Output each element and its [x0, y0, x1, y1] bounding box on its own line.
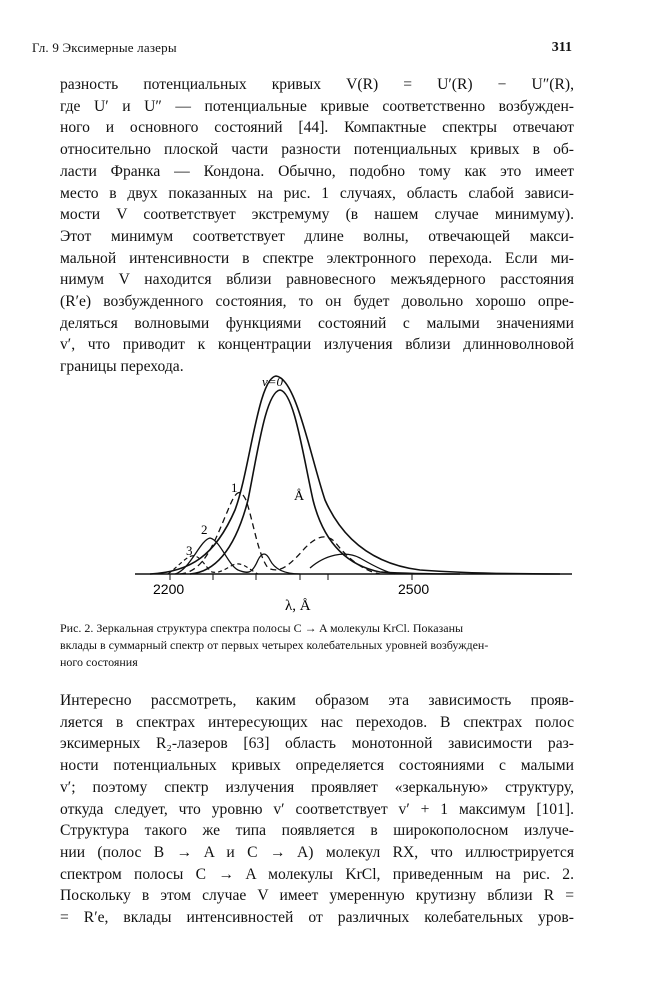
text-line: v′; поэтому спектр излучения проявляет «зеркальную» структуру, — [60, 778, 574, 796]
chapter-title: Гл. 9 Эксимерные лазеры — [32, 40, 177, 55]
tick-label-2500: 2500 — [398, 581, 430, 597]
paragraph-2 — [60, 690, 574, 929]
page-number: 311 — [551, 40, 572, 55]
caption-line: вклады в суммарный спектр от первых четырех колебательных уровней возбужден- — [60, 638, 489, 652]
outer-envelope-curve — [150, 376, 560, 574]
text-line: место в двух показанных на рис. 1 случаях, область слабой зависи- — [60, 184, 574, 202]
text-line: относительно плоской части разности потенциальных кривых в об- — [60, 141, 574, 159]
text-line: где U′ и U″ — потенциальные кривые соответственно возбужден- — [60, 97, 574, 115]
running-header — [32, 40, 572, 60]
text-line: спектром полосы C → A молекулы KrCl, приведенным на рис. 2. — [60, 865, 574, 883]
label-v0: v=0 — [262, 374, 284, 389]
x-axis-ticks — [170, 574, 412, 580]
x-axis-label: λ, Å — [285, 598, 311, 614]
figure-caption — [60, 620, 574, 671]
paragraph-1 — [60, 74, 574, 378]
text-line: нии (полос B → A и C → A) молекул RX, что иллюстрируется — [60, 843, 574, 861]
label-level-1: 1 — [231, 480, 238, 495]
text-line: Этот минимум соответствует длине волны, отвечающей макси- — [60, 227, 574, 245]
text-line: Структура такого же типа появляется в широкополосном излуче- — [60, 822, 574, 840]
text-line: v′, что приводит к концентрации излучения вблизи длинноволновой — [60, 336, 574, 354]
label-level-3: 3 — [186, 543, 193, 558]
text-line: Поскольку в этом случае V имеет умеренную крутизну вблизи R = — [60, 887, 574, 905]
center-label: Å — [294, 489, 305, 504]
text-line: Интересно рассмотреть, каким образом эта зависимость прояв- — [60, 692, 574, 709]
text-line: нимум V находится вблизи равновесного межъядерного расстояния — [60, 271, 574, 289]
text-line: = R′e, вклады интенсивностей от различных колебательных уров- — [60, 909, 574, 927]
caption-line: ного состояния — [60, 655, 138, 669]
text-line: ляется в спектрах интересующих нас переходов. В спектрах полос — [60, 713, 574, 731]
label-level-2: 2 — [201, 522, 208, 537]
caption-line: Рис. 2. Зеркальная структура спектра полосы C → A молекулы KrCl. Показаны — [60, 621, 464, 635]
text-line: границы перехода. — [60, 358, 184, 376]
level-1-curve — [180, 493, 380, 574]
text-line: деляться волновыми функциями состояний с малыми значениями — [60, 314, 574, 332]
text-line: откуда следует, что уровню v′ соответствует v′ + 1 максимум [101]. — [60, 800, 574, 818]
text-line: (R′e) возбужденного состояния, то он будет довольно хорошо опре- — [60, 293, 574, 311]
text-line: мальной интенсивности в спектре электронного перехода. Если ми- — [60, 249, 574, 267]
text-line: ного и основного состояний [44]. Компактные спектры отвечают — [60, 119, 574, 137]
spectrum-figure — [0, 360, 653, 620]
text-line: эксимерных R₂-лазеров [63] область монотонной зависимости раз- — [60, 735, 574, 753]
text-line: мости V соответствует экстремуму (в нашем случае минимуму). — [60, 206, 574, 224]
text-line: ласти Франка — Кондона. Обычно, подобно тому как это имеет — [60, 162, 574, 180]
text-line: разность потенциальных кривых V(R) = U′(R) − U″(R), — [60, 76, 574, 93]
text-line: ности потенциальных кривых определяется состояниями с малыми — [60, 757, 574, 775]
tick-label-2200: 2200 — [153, 581, 185, 597]
